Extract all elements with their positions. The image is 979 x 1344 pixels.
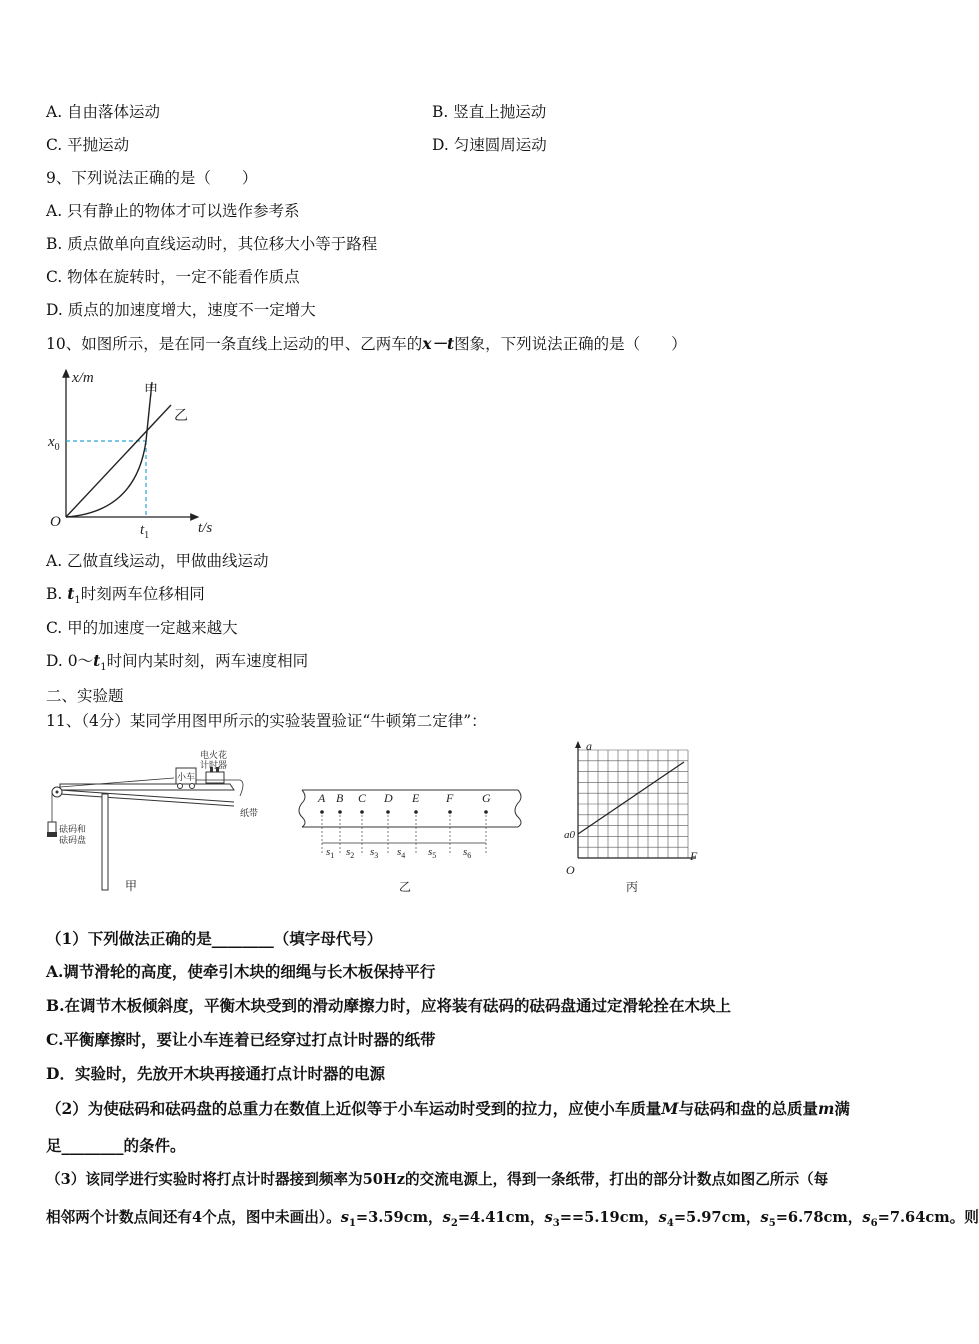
- tape-figure: [300, 785, 530, 895]
- q9-option-c: C. 物体在旋转时，一定不能看作质点: [46, 268, 300, 286]
- tape-point-C: C: [358, 791, 367, 805]
- p2-pre: （2）为使砝码和砝码盘的总重力在数值上近似等于小车运动时受到的拉力，应使小车质量: [46, 1099, 662, 1118]
- q10-option-c: C. 甲的加速度一定越来越大: [46, 619, 238, 637]
- q10-stem-var: x－t: [422, 334, 455, 353]
- x0-label: $x_0$: [48, 434, 60, 453]
- tape-dot-C: [360, 810, 364, 814]
- s-value-4: $s_4=5.97cm$，: [658, 1209, 761, 1229]
- yi-label: 乙: [174, 409, 188, 424]
- p3-post: 则: [964, 1209, 979, 1226]
- tape-point-F: F: [446, 791, 454, 805]
- option-a: A. 自由落体运动: [46, 103, 161, 121]
- af-graph: [560, 740, 710, 900]
- q10-d-pre: D. 0～: [46, 652, 94, 670]
- section-title: 二、实验题: [46, 687, 124, 705]
- s-values: [340, 1209, 965, 1229]
- option-c: C. 平抛运动: [46, 136, 130, 154]
- q10-option-d: [46, 651, 308, 678]
- weight-label-2: 砝码盘: [59, 835, 87, 845]
- origin-label: O: [50, 514, 61, 530]
- q10-d-var: t: [93, 651, 101, 670]
- xt-graph: [40, 362, 240, 542]
- question-11-stem: 11、（4分）某同学用图甲所示的实验装置验证“牛顿第二定律”：: [46, 712, 487, 730]
- q11-part3-line1: （3）该同学进行实验时将打点计时器接到频率为50Hz的交流电源上，得到一条纸带，打出的部分计数点如图乙所示（每: [46, 1171, 829, 1188]
- q10-stem-post: 图象，下列说法正确的是（ ）: [454, 335, 687, 353]
- question-9-stem: 9、下列说法正确的是（ ）: [46, 169, 258, 187]
- q11-part1-a: A.调节滑轮的高度，使牵引木块的细绳与长木板保持平行: [46, 962, 436, 981]
- q10-b-sub: 1: [74, 595, 81, 607]
- q10-b-var: t: [67, 584, 75, 603]
- q9-option-b: B. 质点做单向直线运动时，其位移大小等于路程: [46, 235, 378, 253]
- graph-grid: [578, 750, 688, 858]
- s-value-1: $s_1=3.59cm$，: [340, 1209, 443, 1229]
- p3-pre: 相邻两个计数点间还有4个点，图中未画出）。: [46, 1209, 341, 1226]
- segment-label-s1: $s_1$: [326, 846, 335, 860]
- segment-label-s5: $s_5$: [428, 846, 437, 860]
- a-axis-label: a: [586, 739, 592, 753]
- tape-dot-G: [484, 810, 488, 814]
- s-value-3: $s_3==5.19cm$，: [544, 1209, 659, 1229]
- timer-label-1: 电火花: [200, 750, 228, 760]
- tape-point-G: G: [482, 791, 491, 805]
- origin-label-bing: O: [566, 863, 575, 877]
- tape-dot-A: [320, 810, 324, 814]
- tape-point-A: A: [318, 791, 326, 805]
- q10-option-a: A. 乙做直线运动，甲做曲线运动: [46, 552, 269, 570]
- segment-label-s3: $s_3$: [370, 846, 379, 860]
- weight-label-1: 砝码和: [59, 824, 87, 834]
- segment-label-s2: $s_2$: [346, 846, 355, 860]
- tape-point-E: E: [412, 791, 420, 805]
- curve-jia: [66, 382, 152, 517]
- segment-label-s6: $s_6$: [463, 846, 472, 860]
- q9-option-d: D. 质点的加速度增大，速度不一定增大: [46, 301, 316, 319]
- p2-mid: 与砝码和盘的总质量: [678, 1099, 818, 1118]
- q11-part1-d: D．实验时，先放开木块再接通打点计时器的电源: [46, 1064, 385, 1083]
- s-value-2: $s_2=4.41cm$，: [442, 1209, 545, 1229]
- tape-dot-E: [414, 810, 418, 814]
- s-value-6: $s_6=7.64cm$。: [862, 1209, 965, 1229]
- p2-post: 满: [834, 1099, 850, 1118]
- segment-label-s4: $s_4$: [397, 846, 406, 860]
- q10-option-b: [46, 584, 205, 611]
- p2-M: M: [661, 1099, 679, 1118]
- line-yi: [66, 405, 171, 517]
- option-d: D. 匀速圆周运动: [432, 136, 547, 154]
- apparatus-figure: [40, 740, 280, 900]
- q11-part1-b: B.在调节木板倾斜度，平衡木块受到的滑动摩擦力时，应将装有砝码的砝码盘通过定滑轮拴在木块上: [46, 996, 732, 1015]
- f-axis-label: F: [690, 849, 698, 863]
- tape-point-B: B: [336, 791, 344, 805]
- tape-point-D: D: [384, 791, 393, 805]
- q11-part1-c: C.平衡摩擦时，要让小车连着已经穿过打点计时器的纸带: [46, 1030, 436, 1049]
- y-axis-label: x/m: [72, 370, 94, 386]
- jia-label: 甲: [144, 384, 158, 399]
- q11-part2-line2: 足________的条件。: [46, 1136, 186, 1155]
- table-leg: [102, 794, 108, 890]
- fig-bing-caption: 丙: [626, 880, 639, 894]
- q10-d-post: 时间内某时刻，两车速度相同: [106, 652, 309, 670]
- q9-option-a: A. 只有静止的物体才可以选作参考系: [46, 202, 300, 220]
- q11-part2-line1: [46, 1099, 850, 1119]
- a0-label: a0: [564, 829, 575, 841]
- s-value-5: $s_5=6.78cm$，: [760, 1209, 863, 1229]
- question-10-stem: [46, 334, 687, 354]
- fig-jia-caption: 甲: [125, 879, 138, 893]
- cart-label: 小车: [177, 772, 196, 782]
- tape-dot-F: [448, 810, 452, 814]
- q10-stem-pre: 10、如图所示，是在同一条直线上运动的甲、乙两车的: [46, 335, 423, 353]
- tape-dot-D: [386, 810, 390, 814]
- q10-b-pre: B.: [46, 585, 68, 603]
- fig-yi-caption: 乙: [399, 880, 412, 894]
- x-axis-label: t/s: [198, 520, 213, 536]
- tape-label: 纸带: [240, 808, 259, 818]
- option-b: B. 竖直上抛运动: [432, 103, 547, 121]
- tape-dot-B: [338, 810, 342, 814]
- q10-d-sub: 1: [100, 662, 107, 674]
- q11-part1: （1）下列做法正确的是________（填字母代号）: [46, 929, 383, 948]
- q11-part3-line2: [46, 1208, 979, 1234]
- timer: [206, 772, 224, 783]
- t1-label: $t_1$: [140, 522, 150, 541]
- q10-b-post: 时刻两车位移相同: [80, 585, 205, 603]
- timer-label-2: 计时器: [200, 760, 228, 770]
- p2-m: m: [817, 1099, 835, 1118]
- tape-marks: [317, 791, 491, 860]
